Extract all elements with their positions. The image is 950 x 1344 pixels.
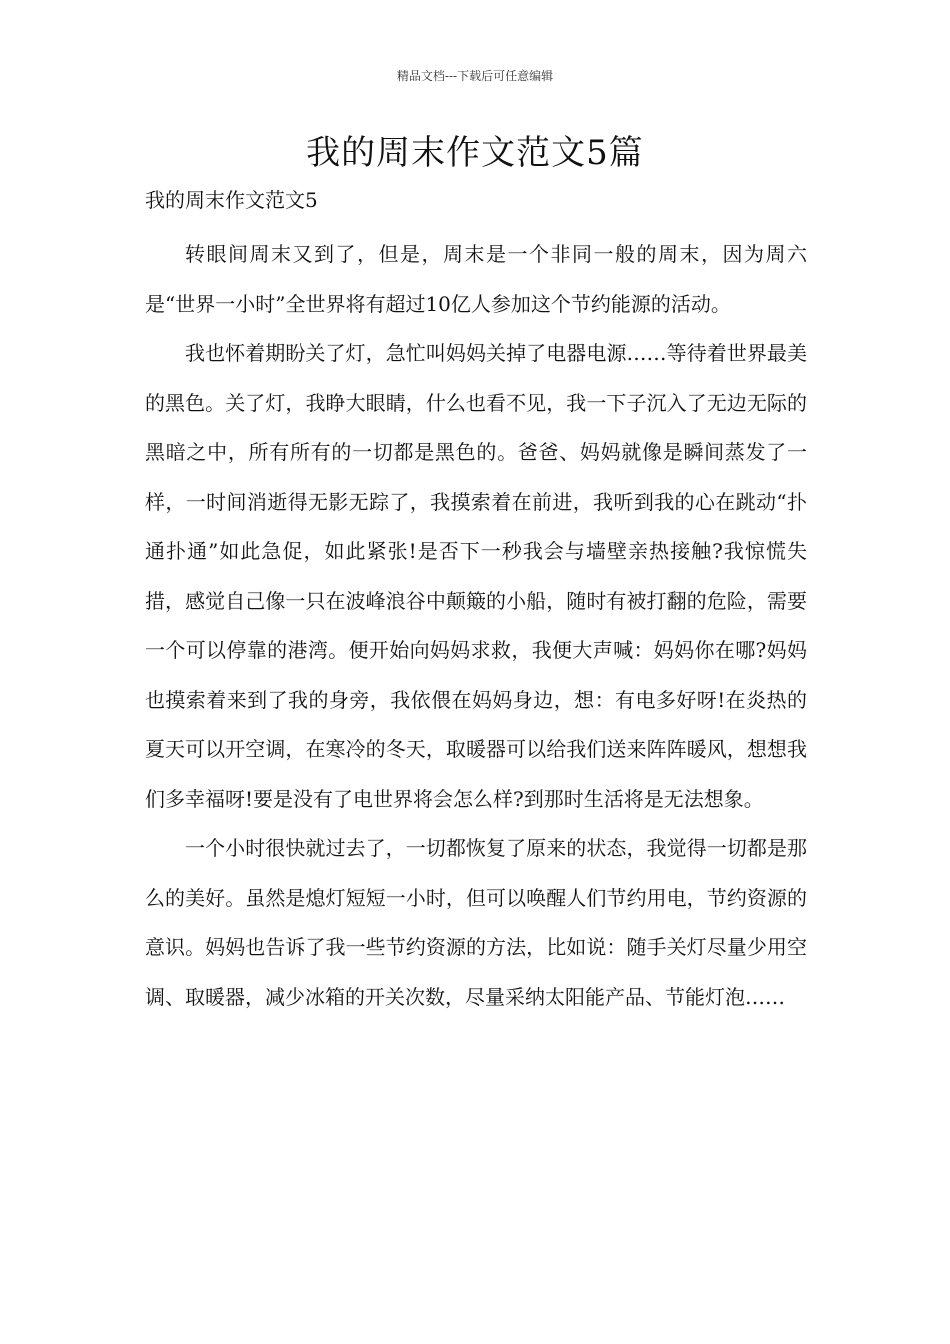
paragraph-3: 一个小时很快就过去了，一切都恢复了原来的状态，我觉得一切都是那么的美好。虽然是熄灯短短一小时，但可以唤醒人们节约用电，节约资源的意识。妈妈也告诉了我一些节约资源的方法，比如说：随手关灯尽量少用空调、取暖器，减少冰箱的开关次数，尽量采纳太阳能产品、节能灯泡…… — [145, 836, 807, 1009]
document-subtitle: 我的周末作文范文5 — [145, 188, 318, 212]
page-title: 我的周末作文范文5篇 — [306, 133, 644, 173]
paragraph-1: 转眼间周末又到了，但是，周末是一个非同一般的周末，因为周六是“世界一小时”全世界将有超过10亿人参加这个节约能源的活动。 — [145, 242, 807, 316]
paragraph-2: 我也怀着期盼关了灯，急忙叫妈妈关掉了电器电源……等待着世界最美的黑色。关了灯，我睁大眼睛，什么也看不见，我一下子沉入了无边无际的黑暗之中，所有所有的一切都是黑色的。爸爸、妈妈就像是瞬间蒸发了一样，一时间消逝得无影无踪了，我摸索着在前进，我听到我的心在跳动“扑通扑通”如此急促，如此紧张!是否下一秒我会与墙壁亲热接触?我惊慌失措，感觉自己像一只在波峰浪谷中颠簸的小船，随时有被打翻的危险，需要一个可以停靠的港湾。便开始向妈妈求救，我便大声喊：妈妈你在哪?妈妈也摸索着来到了我的身旁，我依偎在妈妈身边，想：有电多好呀!在炎热的夏天可以开空调，在寒冷的冬天，取暖器可以给我们送来阵阵暖风，想想我们多幸福呀!要是没有了电世界将会怎么样?到那时生活将是无法想象。 — [145, 341, 807, 811]
document-body — [145, 230, 807, 1022]
header-note: 精品文档---下载后可任意编辑 — [396, 69, 554, 83]
